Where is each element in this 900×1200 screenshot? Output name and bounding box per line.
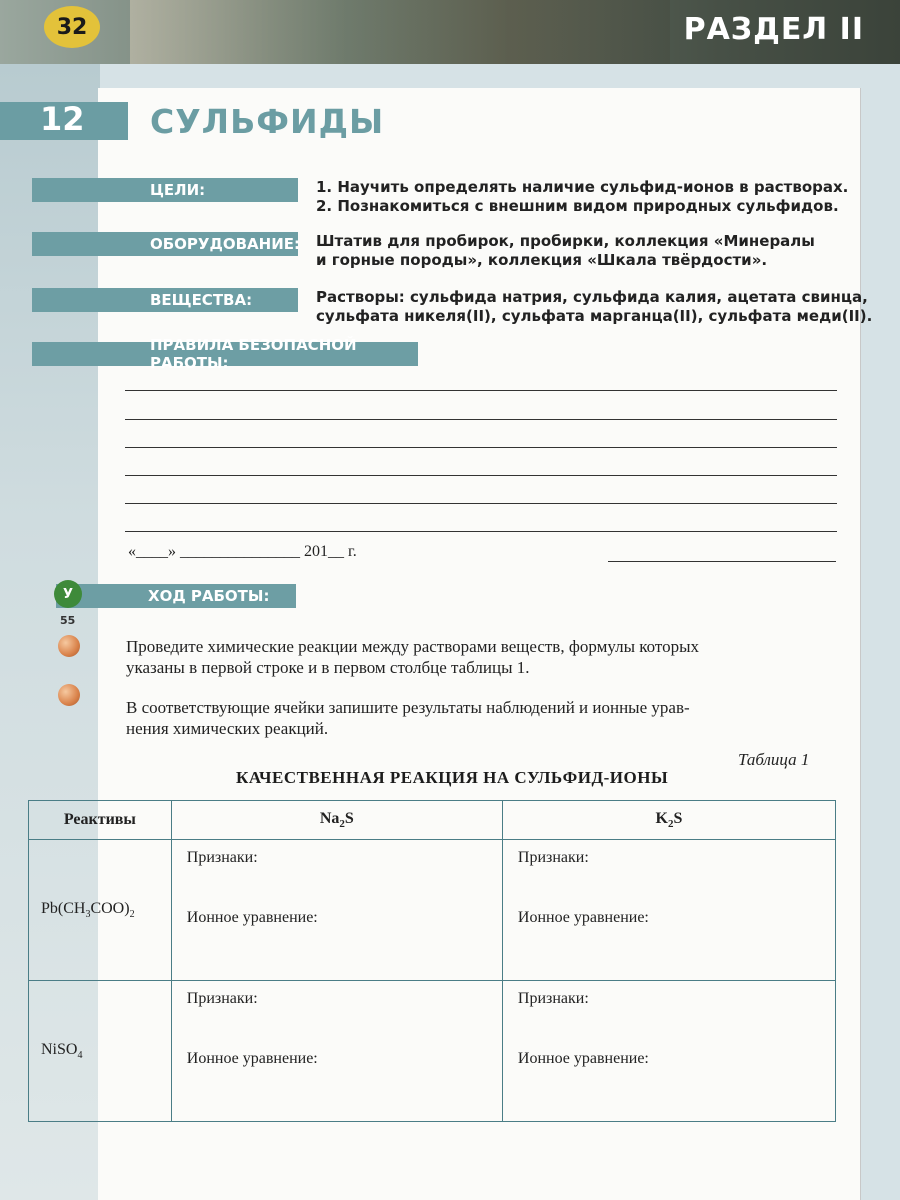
header-k2s-sub: 2 [667,818,674,831]
ionic-equation-label: Ионное уравнение: [186,909,318,926]
reaction-table [28,800,836,1122]
answer-cell[interactable] [171,981,502,1122]
bullet-ball-icon [58,635,80,657]
header-na2s-a: Na [319,809,340,827]
table-title: КАЧЕСТВЕННАЯ РЕАКЦИЯ НА СУЛЬФИД-ИОНЫ [236,768,669,787]
goals-label: ЦЕЛИ: [150,181,206,199]
table-row [29,981,836,1122]
niso4-a: NiSO [41,1040,78,1058]
substances-label-bar [32,288,298,312]
signs-label: Признаки: [186,990,258,1007]
date-line[interactable]: «____» _______________ 201__ г. [128,543,357,560]
writing-line[interactable] [125,419,837,420]
safety-label-bar [32,336,418,372]
signs-label: Признаки: [186,849,258,866]
goals-line-1: 1. Научить определять наличие сульфид-ионов в растворах. [316,178,849,196]
skill-badge-ref: 55 [60,614,76,627]
ionic-equation-label: Ионное уравнение: [186,1050,318,1067]
answer-cell[interactable] [502,840,835,981]
goals-line-2: 2. Познакомиться с внешним видом природных сульфидов. [316,197,839,215]
procedure-step-1 [126,636,699,678]
goals-label-bar [32,178,298,202]
niso4-s1: 4 [77,1050,83,1062]
answer-cell[interactable] [171,840,502,981]
table-row [29,840,836,981]
skill-badge: У [54,580,82,608]
signs-label: Признаки: [517,990,589,1007]
header-photo-collage [130,0,670,64]
equipment-label: ОБОРУДОВАНИЕ: [150,235,300,253]
chapter-number: 12 [40,100,85,138]
header-na2s [171,801,502,840]
header-na2s-b: S [344,809,354,827]
equipment-text [316,232,815,270]
safety-label: ПРАВИЛА БЕЗОПАСНОЙ РАБОТЫ: [150,336,357,372]
row-reagent-pb-acetate [29,840,172,981]
substances-line-2: сульфата никеля(II), сульфата марганца(II), сульфата меди(II). [316,307,873,325]
page-number-badge: 32 [44,6,100,48]
bullet-ball-icon [58,684,80,706]
pb-acetate-s1: 3 [85,909,91,921]
chapter-title: СУЛЬФИДЫ [150,102,385,141]
section-title: РАЗДЕЛ II [683,12,864,47]
pb-acetate-b: COO) [90,899,130,917]
procedure-step-2-line-2: нения химических реакций. [126,719,329,738]
substances-text [316,288,872,326]
pb-acetate-a: Pb(CH [41,899,86,917]
answer-cell[interactable] [502,981,835,1122]
table-header-row [29,801,836,840]
procedure-step-2-line-1: В соответствующие ячейки запишите результаты наблюдений и ионные урав- [126,698,690,717]
writing-line[interactable] [125,475,837,476]
ionic-equation-label: Ионное уравнение: [517,1050,649,1067]
row-reagent-niso4 [29,981,172,1122]
header-k2s-b: S [673,809,683,827]
header-k2s [502,801,835,840]
ionic-equation-label: Ионное уравнение: [517,909,649,926]
substances-line-1: Растворы: сульфида натрия, сульфида калия, ацетата свинца, [316,288,868,306]
procedure-label: ХОД РАБОТЫ: [148,587,270,605]
header-k2s-a: K [655,809,668,827]
substances-label: ВЕЩЕСТВА: [150,291,253,309]
writing-line[interactable] [125,531,837,532]
writing-line[interactable] [125,390,837,391]
header-reagents: Реактивы [29,801,172,840]
equipment-label-bar [32,232,298,256]
signature-line[interactable] [608,561,836,562]
writing-line[interactable] [125,447,837,448]
procedure-step-1-line-2: указаны в первой строке и в первом столбце таблицы 1. [126,658,530,677]
equipment-line-2: и горные породы», коллекция «Шкала твёрдости». [316,251,768,269]
signs-label: Признаки: [517,849,589,866]
header-na2s-sub: 2 [339,818,345,831]
table-caption: Таблица 1 [738,750,810,769]
pb-acetate-s2: 2 [129,909,135,921]
writing-line[interactable] [125,503,837,504]
procedure-label-bar [56,584,296,608]
procedure-step-2 [126,697,690,739]
goals-text [316,178,848,216]
procedure-step-1-line-1: Проведите химические реакции между растворами веществ, формулы которых [126,637,700,656]
equipment-line-1: Штатив для пробирок, пробирки, коллекция «Минералы [316,232,815,250]
